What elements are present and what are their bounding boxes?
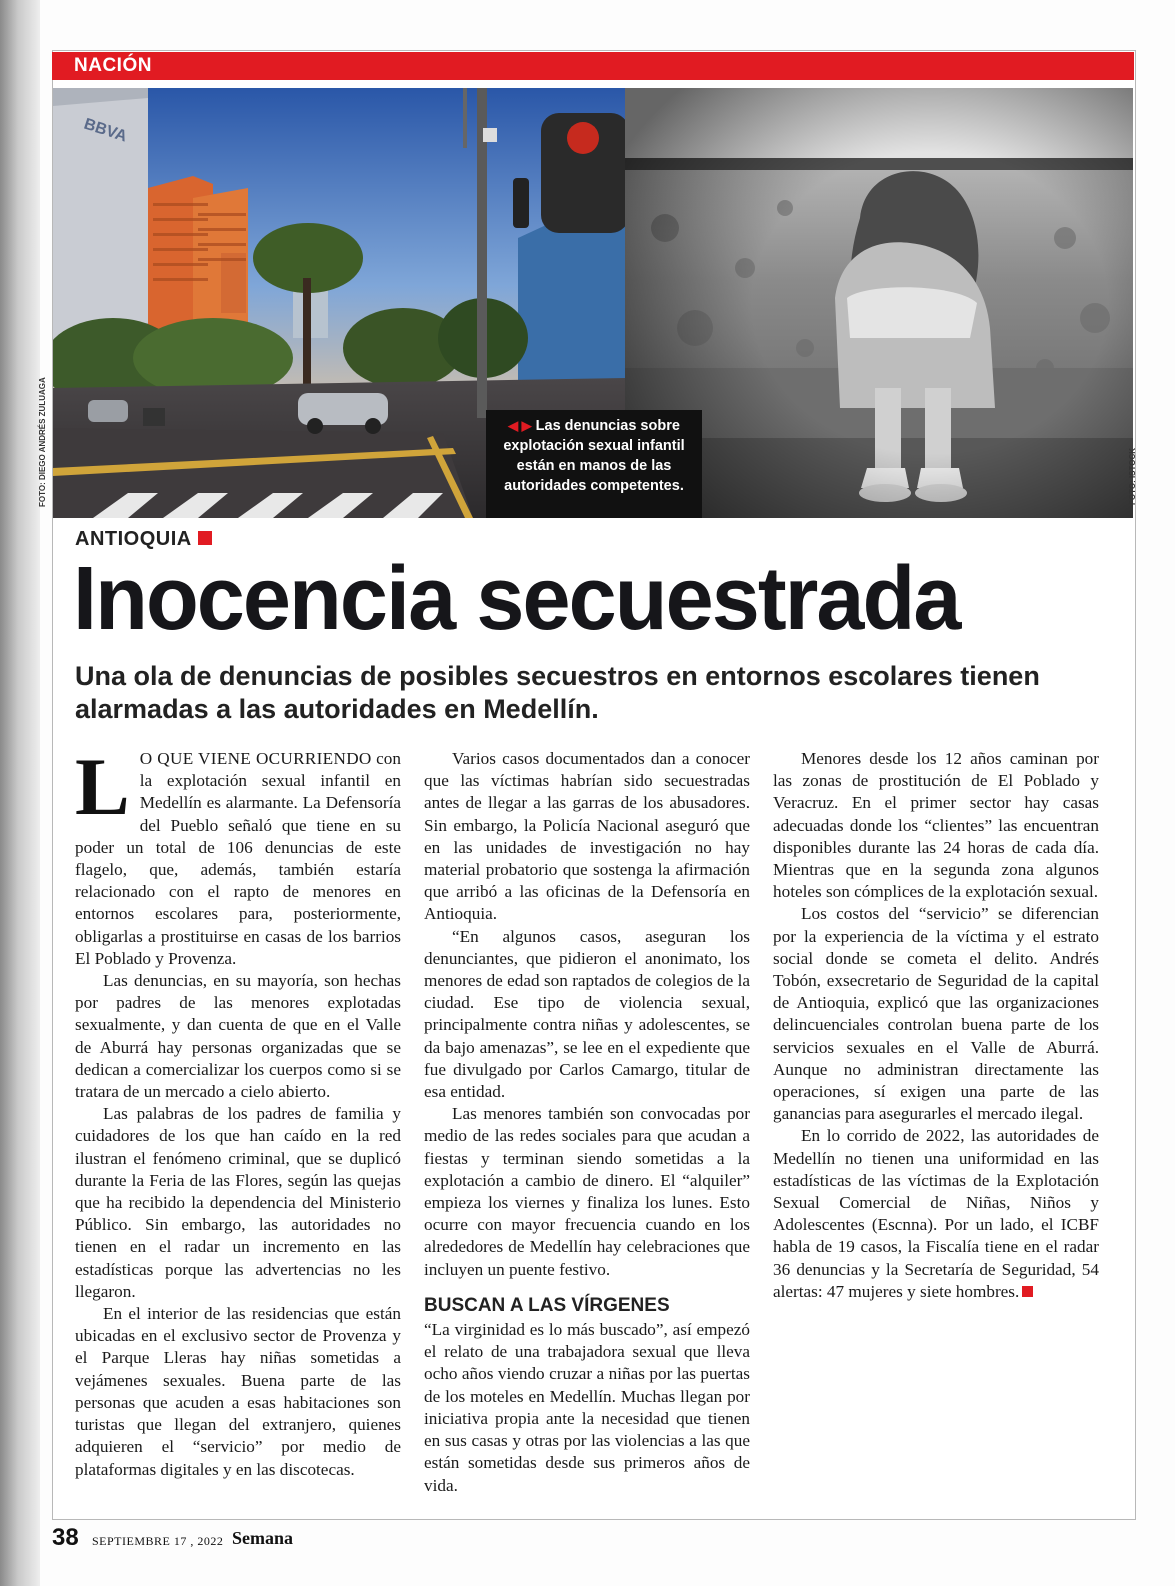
- end-mark-icon: [1022, 1286, 1033, 1297]
- svg-text:BBVA: BBVA: [81, 115, 130, 146]
- photo-caption: [486, 410, 702, 518]
- paragraph: [75, 741, 401, 970]
- page-gutter-shadow: [0, 0, 40, 1586]
- paragraph-text: con la explotación sexual infantil en Medellín es alarmante. La Defensoría del Pueblo señaló que tiene en su poder un total de 106 denuncias de este flagelo, que, además, también estaría relacionado con el rapto de menores en entornos escolares para, posteriormente, obligarlas a prostituirse en casas de los barrios El Poblado y Provenza.: [75, 749, 401, 968]
- paragraph-text: En lo corrido de 2022, las autoridades de Medellín no tienen una uniformidad en las estadísticas de las víctimas de la Explotación Sexual Comercial de Niñas, Niños y Adolescentes (Escnna). Por un lado, el ICBF habla de 19 casos, la Fiscalía tiene en el radar 36 denuncias y la Secretaría de Seguridad, 54 alertas: 47 mujeres y siete hombres.: [773, 1126, 1099, 1301]
- kicker-square-icon: [198, 531, 212, 545]
- page-number: 38: [52, 1524, 79, 1551]
- photo-credit-left: FOTO: DIEGO ANDRÉS ZULUAGA: [38, 377, 47, 507]
- section-label: NACIÓN: [74, 55, 152, 76]
- paragraph: Varios casos documentados dan a conocer que las víctimas habrían sido secuestradas antes de llegar a las garras de los abusadores. Sin embargo, la Policía Nacional aseguró que en las unidades de investigación no hay material probatorio que sostenga la afirmación que arribó a las oficinas de la Defensoría en Antioquia.: [424, 749, 750, 924]
- paragraph: “En algunos casos, aseguran los denunciantes, que pidieron el anonimato, los menores de edad son raptados de colegios de la ciudad. Ese tipo de violencia sexual, principalmente contra niñas y adolescentes, se da bajo amenazas”, se lee en el expediente que fue divulgado por Carlos Camargo, titular de esa entidad.: [424, 926, 750, 1102]
- paragraph: Las palabras de los padres de familia y cuidadores de los que han caído en la red ilustran el fenómeno criminal, que se duplicó durante la Feria de las Flores, según las quejas que ha recibido la dependencia del Ministerio Público. Sin embargo, las autoridades no tienen en el radar un incremento en las estadísticas porque las advertencias no les llegaron.: [75, 1104, 401, 1301]
- magazine-brand: Semana: [232, 1528, 294, 1548]
- caption-arrows-icon: ◀ ▶: [508, 418, 532, 433]
- lead-caps: O QUE VIENE OCURRIENDO: [139, 749, 372, 768]
- article-column-3: [773, 748, 1099, 1303]
- paragraph: Las denuncias, en su mayoría, son hechas por padres de las menores explotadas sexualmente, y dan cuenta de que en el Valle de Aburrá hay personas organizadas que se dedican a comercializar los cuerpos como si se tratara de un mercado a cielo abierto.: [75, 971, 401, 1102]
- paragraph: “La virginidad es lo más buscado”, así empezó el relato de una trabajadora sexual que lleva ocho años viendo cruzar a niñas por las puertas de los moteles en Medellín. Muchas llegan por iniciativa propia ante la necesidad que tienen en sus casas y otras por las violencias a las que están sometidas desde sus primeros años de vida.: [424, 1320, 750, 1495]
- paragraph: [773, 1125, 1099, 1303]
- photo-credit-right: FOTO: ISTOCK: [1128, 447, 1137, 505]
- article-column-1: [75, 741, 401, 1481]
- paragraph: Los costos del “servicio” se diferencian por la experiencia de la víctima y el estrato social donde se cometa el delito. Andrés Tobón, exsecretario de Seguridad de la capital de Antioquia, explicó que las organizaciones delincuenciales controlan buena parte de los servicios sexuales en el Valle de Aburrá. Aunque no administran directamente las operaciones, sí exigen una parte de las ganancias para asegurarles el mercado ilegal.: [773, 904, 1099, 1124]
- headline: Inocencia secuestrada: [73, 549, 960, 649]
- section-subtitle: BUSCAN A LAS VÍRGENES: [424, 1294, 670, 1316]
- dropcap: L: [75, 741, 130, 832]
- paragraph: En el interior de las residencias que están ubicadas en el exclusivo sector de Provenza y el Parque Lleras hay niñas sometidas a vejámenes sexuales. Buena parte de las personas que acuden a esas habitaciones son turistas que llegan del extranjero, quienes adquieren el “servicio” por medio de plataformas digitales y en las discotecas.: [75, 1304, 401, 1479]
- paragraph: Las menores también son convocadas por medio de las redes sociales para que acudan a fiestas y terminan siendo sometidas a la explotación a cambio de dinero. El “alquiler” empieza los viernes y finaliza los lunes. Esto ocurre con mayor frecuencia cuando en los alrededores de Medellín hay celebraciones que incluyen un puente festivo.: [424, 1104, 750, 1279]
- kicker-text: ANTIOQUIA: [75, 528, 192, 550]
- article-column-2: [424, 748, 750, 1497]
- issue-date: SEPTIEMBRE 17 , 2022: [92, 1534, 224, 1548]
- paragraph: Menores desde los 12 años caminan por las zonas de prostitución de El Poblado y Veracruz. En el primer sector hay casas adecuadas donde los “clientes” las encuentran disponibles durante las 24 horas de cada día. Mientras que en la segunda zona algunos hoteles son cómplices de la explotación sexual.: [773, 749, 1099, 902]
- photo-caption-text: Las denuncias sobre explotación sexual infantil están en manos de las autoridades competentes.: [503, 418, 685, 494]
- section-bar: [52, 52, 1134, 80]
- subhead: Una ola de denuncias de posibles secuestros en entornos escolares tienen alarmadas a las autoridades en Medellín.: [75, 661, 1040, 724]
